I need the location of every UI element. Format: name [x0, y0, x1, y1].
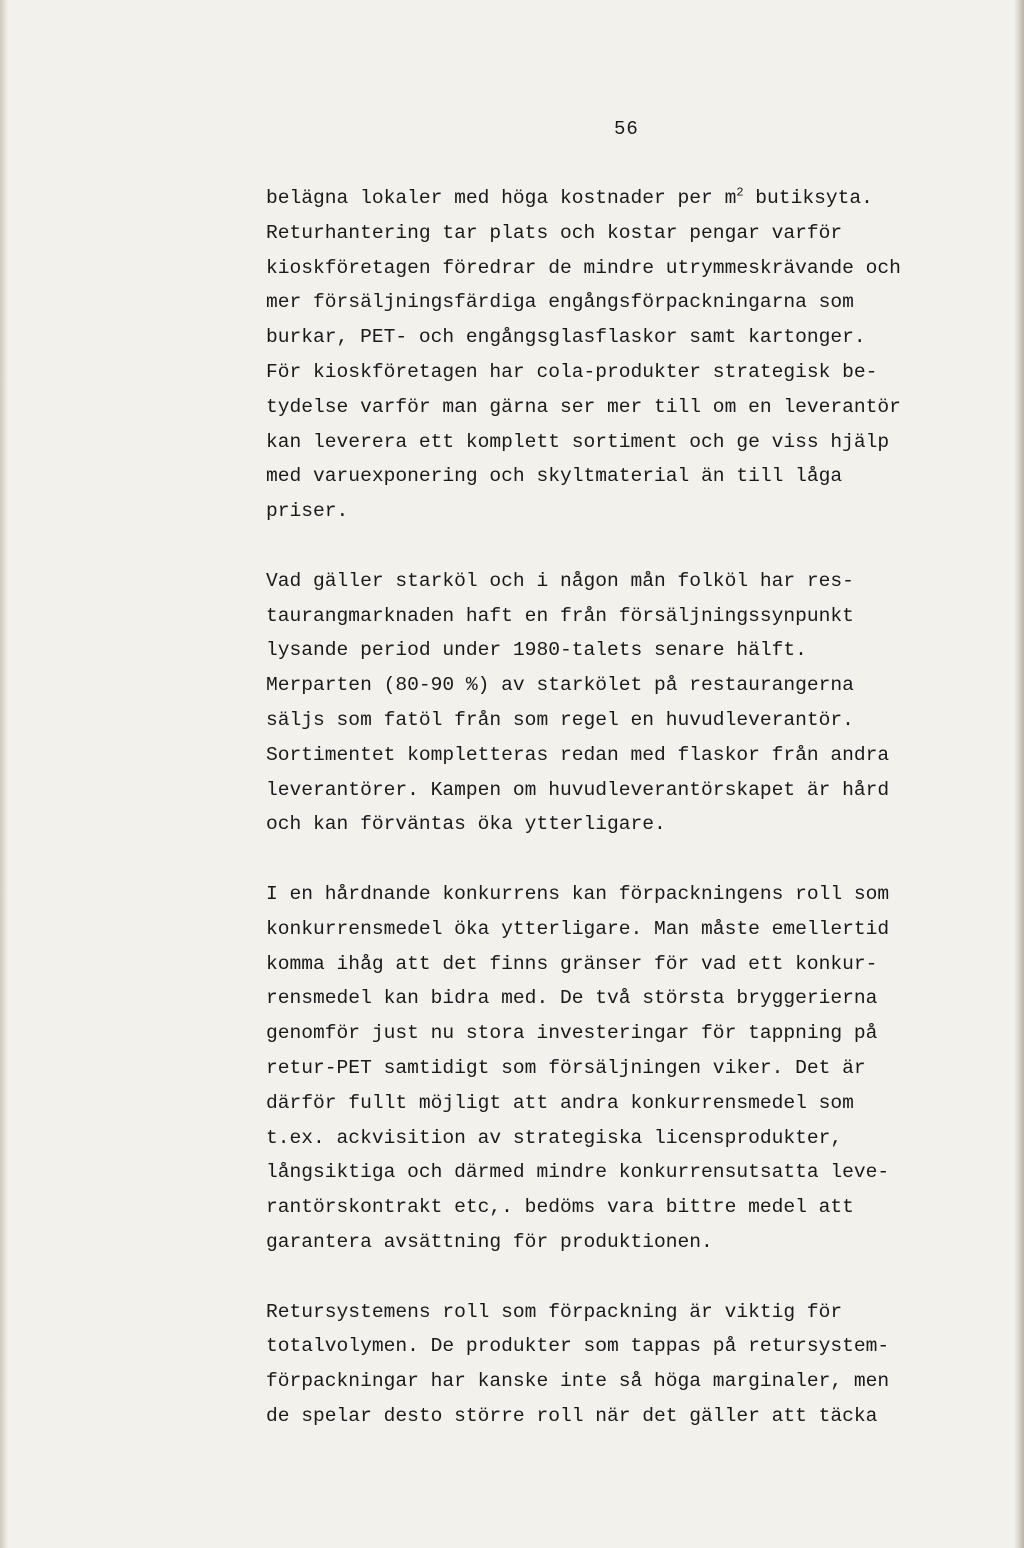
page-number: 56: [614, 118, 639, 140]
text-line: priser.: [266, 500, 349, 523]
text-line: taurangmarknaden haft en från försäljningssynpunkt: [266, 604, 854, 627]
text-line: Sortimentet kompletteras redan med flaskor från andra: [266, 743, 890, 766]
text-line: retur-PET samtidigt som försäljningen viker. Det är: [266, 1056, 866, 1079]
text-line: t.ex. ackvisition av strategiska licensprodukter,: [266, 1126, 843, 1149]
text-line: totalvolymen. De produkter som tappas på retursystem-: [266, 1335, 890, 1358]
paragraph-gap: [266, 1260, 1014, 1295]
page-edge-right: [1014, 0, 1024, 1548]
text-line: de spelar desto större roll när det gäller att täcka: [266, 1404, 878, 1427]
text-line: långsiktiga och därmed mindre konkurrensutsatta leve-: [266, 1161, 890, 1184]
body-text: [266, 181, 1014, 1434]
text-line: Merparten (80-90 %) av starkölet på restaurangerna: [266, 674, 854, 697]
text-line: därför fullt möjligt att andra konkurrensmedel som: [266, 1091, 854, 1114]
paragraph-gap: [266, 842, 1014, 877]
text-line: Returhantering tar plats och kostar pengar varför: [266, 221, 843, 244]
text-line: I en hårdnande konkurrens kan förpackningens roll som: [266, 882, 890, 905]
text-line: kan leverera ett komplett sortiment och ge viss hjälp: [266, 430, 890, 453]
text-line: burkar, PET- och engångsglasflaskor samt kartonger.: [266, 326, 866, 349]
text-line: förpackningar har kanske inte så höga marginaler, men: [266, 1370, 890, 1393]
text-line: belägna lokaler med höga kostnader per $m^2$ butiksyta.: [266, 185, 873, 209]
text-line: med varuexponering och skyltmaterial än till låga: [266, 465, 843, 488]
paragraph-gap: [266, 529, 1014, 564]
text-line: garantera avsättning för produktionen.: [266, 1230, 713, 1253]
superscript: 2: [736, 185, 744, 200]
text-line: säljs som fatöl från som regel en huvudleverantör.: [266, 708, 854, 731]
text-line: och kan förväntas öka ytterligare.: [266, 813, 666, 836]
text-line: leverantörer. Kampen om huvudleverantörskapet är hård: [266, 778, 890, 801]
text-line: rensmedel kan bidra med. De två största bryggerierna: [266, 987, 878, 1010]
text-line: konkurrensmedel öka ytterligare. Man måste emellertid: [266, 917, 890, 940]
text-line: Retursystemens roll som förpackning är viktig för: [266, 1300, 843, 1323]
text-line: komma ihåg att det finns gränser för vad ett konkur-: [266, 952, 878, 975]
text-line: lysande period under 1980-talets senare hälft.: [266, 639, 807, 662]
text-line: kioskföretagen föredrar de mindre utrymmeskrävande och: [266, 256, 901, 279]
text-line: Vad gäller starköl och i någon mån folköl har res-: [266, 569, 854, 592]
text-line: tydelse varför man gärna ser mer till om en leverantör: [266, 395, 901, 418]
text-line: mer försäljningsfärdiga engångsförpackningarna som: [266, 291, 854, 314]
page-edge-left: [0, 0, 8, 1548]
text-line: genomför just nu stora investeringar för tappning på: [266, 1022, 878, 1045]
text-line: För kioskföretagen har cola-produkter strategisk be-: [266, 360, 878, 383]
text-line: rantörskontrakt etc,. bedöms vara bittre medel att: [266, 1196, 854, 1219]
